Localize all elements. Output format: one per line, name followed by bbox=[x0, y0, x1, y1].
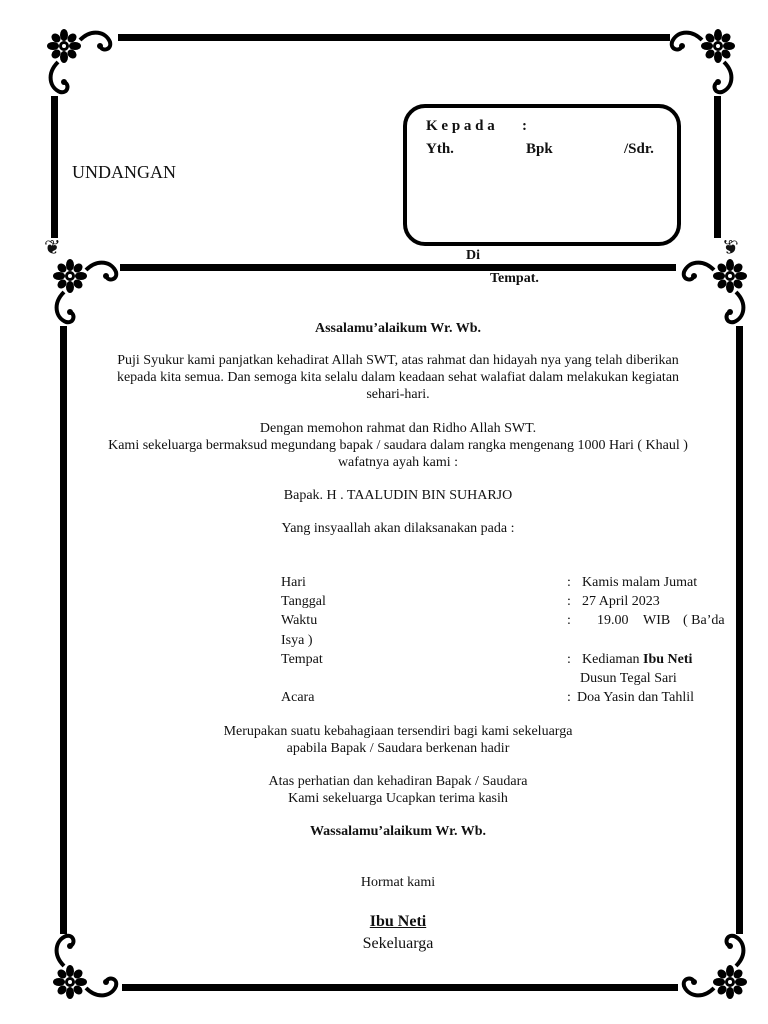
corner-ornament-mid-right bbox=[676, 256, 750, 330]
invitation-title: UNDANGAN bbox=[72, 162, 176, 182]
main-frame-left-border bbox=[60, 326, 67, 934]
detail-colon: : bbox=[567, 594, 571, 609]
text-line: Dengan memohon rahmat dan Ridho Allah SWT. bbox=[259, 421, 537, 436]
detail-label-tempat: Tempat bbox=[281, 652, 323, 667]
text-line: apabila Bapak / Saudara berkenan hadir bbox=[286, 741, 510, 756]
main-frame-right-border bbox=[736, 326, 743, 934]
detail-value-tanggal: 27 April 2023 bbox=[582, 594, 660, 609]
detail-colon: : bbox=[567, 652, 571, 667]
text-line: Kami sekeluarga Ucapkan terima kasih bbox=[288, 791, 508, 806]
detail-label-acara: Acara bbox=[281, 690, 315, 705]
detail-label-hari: Hari bbox=[281, 575, 306, 590]
detail-value-waktu-zone: WIB bbox=[643, 613, 671, 628]
text-line: wafatnya ayah kami : bbox=[337, 455, 459, 470]
detail-value-hari: Kamis malam Jumat bbox=[582, 575, 698, 590]
detail-value-waktu-cont: Isya ) bbox=[281, 633, 313, 648]
detail-value-tempat bbox=[582, 650, 692, 669]
swirl-icon: ❦ bbox=[44, 237, 61, 259]
corner-ornament-top-left bbox=[44, 26, 118, 100]
detail-colon: : bbox=[567, 690, 571, 705]
detail-colon: : bbox=[567, 613, 571, 628]
detail-value-waktu-after: ( Ba’da bbox=[683, 613, 725, 628]
detail-value-acara: Doa Yasin dan Tahlil bbox=[577, 690, 694, 705]
top-frame-top-border bbox=[118, 34, 670, 41]
text-line: Merupakan suatu kebahagiaan tersendiri bagi kami sekeluarga bbox=[223, 724, 573, 739]
detail-value-tempat-line2: Dusun Tegal Sari bbox=[580, 671, 677, 686]
greeting: Assalamu’alaikum Wr. Wb. bbox=[315, 321, 481, 336]
recipient-di: Di bbox=[466, 248, 480, 263]
text-line: sehari-hari. bbox=[366, 387, 430, 402]
event-intro: Yang insyaallah akan dilaksanakan pada : bbox=[281, 521, 515, 536]
detail-label-waktu: Waktu bbox=[281, 613, 318, 628]
recipient-bpk: Bpk bbox=[526, 141, 553, 157]
detail-value-waktu-time: 19.00 bbox=[597, 613, 629, 628]
main-frame-bottom-border bbox=[122, 984, 678, 991]
closing-thanks bbox=[60, 773, 736, 807]
farewell: Wassalamu’alaikum Wr. Wb. bbox=[309, 824, 487, 839]
recipient-label-colon: : bbox=[522, 118, 527, 134]
text-line: Atas perhatian dan kehadiran Bapak / Saudara bbox=[268, 774, 528, 789]
top-frame-left-border bbox=[51, 96, 58, 238]
recipient-label: K e p a d a bbox=[426, 118, 495, 134]
main-frame-top-border bbox=[120, 264, 676, 271]
corner-ornament-mid-left bbox=[50, 256, 124, 330]
paragraph-gratitude bbox=[60, 352, 736, 403]
text-line: Puji Syukur kami panjatkan kehadirat Allah SWT, atas rahmat dan hidayah nya yang telah diberikan bbox=[117, 353, 679, 368]
regards: Hormat kami bbox=[360, 875, 436, 890]
detail-colon: : bbox=[567, 575, 571, 590]
signer-name: Ibu Neti bbox=[369, 913, 427, 930]
corner-ornament-top-right bbox=[664, 26, 738, 100]
recipient-yth: Yth. bbox=[426, 141, 454, 157]
tempat-prefix: Kediaman bbox=[582, 652, 640, 667]
detail-label-tanggal: Tanggal bbox=[281, 594, 326, 609]
deceased-name: Bapak. H . TAALUDIN BIN SUHARJO bbox=[283, 488, 513, 503]
swirl-icon: ❦ bbox=[722, 237, 739, 259]
signer-family: Sekeluarga bbox=[362, 935, 434, 952]
recipient-sdr: /Sdr. bbox=[624, 141, 654, 157]
text-line: Kami sekeluarga bermaksud megundang bapak / saudara dalam rangka mengenang 1000 Hari ( Khaul ) bbox=[108, 438, 688, 453]
top-frame-right-border bbox=[714, 96, 721, 238]
recipient-tempat: Tempat. bbox=[490, 271, 539, 286]
closing-hope bbox=[60, 723, 736, 757]
text-line: kepada kita semua. Dan semoga kita selalu dalam keadaan sehat walafiat dalam melakukan kegiatan bbox=[116, 370, 680, 385]
paragraph-invitation bbox=[60, 420, 736, 471]
tempat-host-name: Ibu Neti bbox=[643, 652, 693, 667]
